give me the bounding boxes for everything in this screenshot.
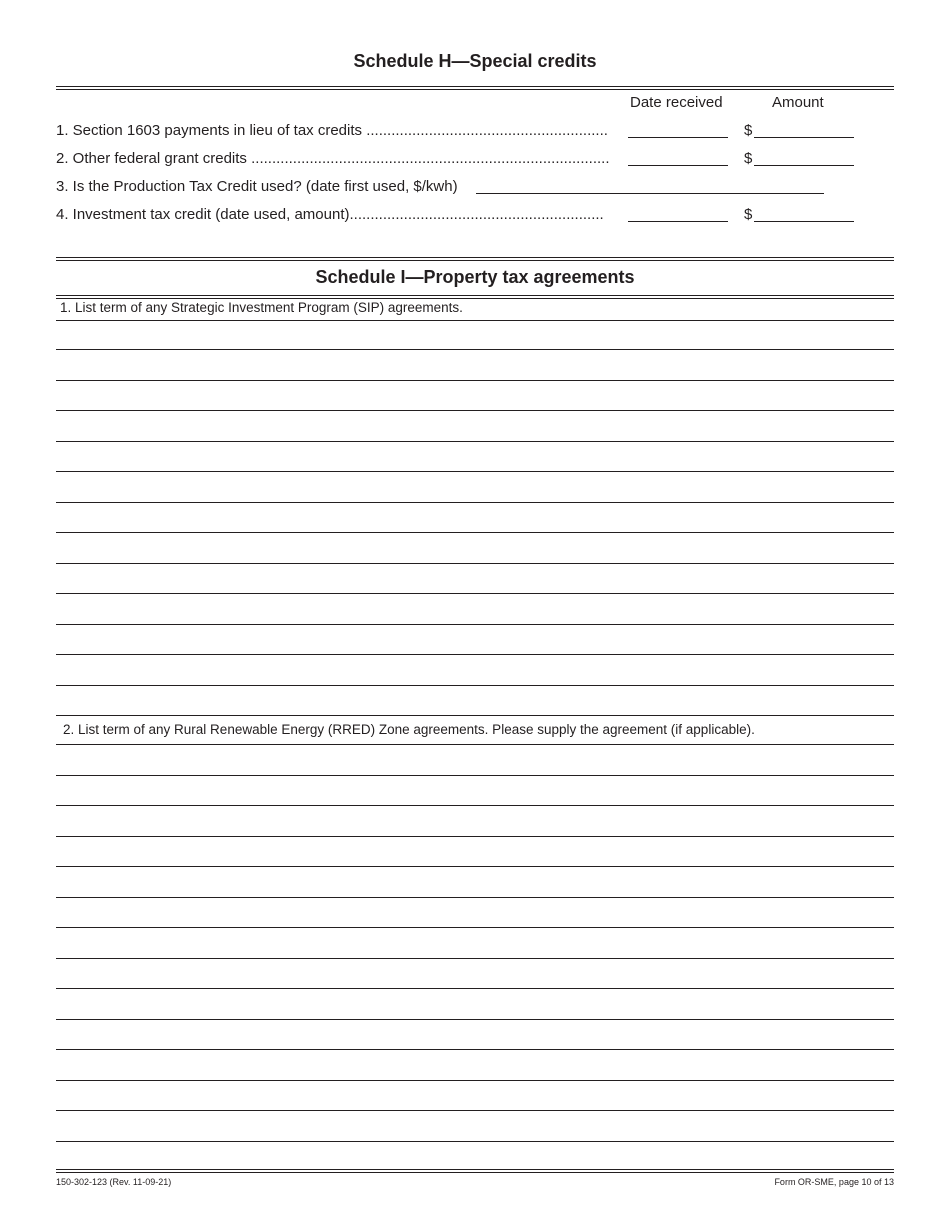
schedule-h-item-1 — [56, 122, 608, 139]
sip-answer-line-6[interactable] — [56, 502, 894, 503]
item-4-amount-field[interactable] — [754, 221, 854, 222]
item-4-dollar-sign: $ — [744, 206, 753, 223]
date-received-header: Date received — [630, 94, 723, 111]
sip-answer-line-8[interactable] — [56, 563, 894, 564]
sip-answer-line-13[interactable] — [56, 715, 894, 716]
item-3-label: 3. Is the Production Tax Credit used? (date first used, $/kwh) — [56, 178, 458, 195]
rred-answer-line-1[interactable] — [56, 744, 894, 745]
rred-answer-line-9[interactable] — [56, 988, 894, 989]
sip-answer-line-3[interactable] — [56, 410, 894, 411]
rred-answer-line-13[interactable] — [56, 1110, 894, 1111]
item-2-date-field[interactable] — [628, 165, 728, 166]
item-1-amount-field[interactable] — [754, 137, 854, 138]
item-2-leader: ...................................................................................... — [251, 150, 610, 167]
item-3-answer-field[interactable] — [476, 193, 824, 194]
rred-answer-line-7[interactable] — [56, 927, 894, 928]
item-4-label: 4. Investment tax credit (date used, amount) — [56, 206, 350, 223]
item-2-dollar-sign: $ — [744, 150, 753, 167]
item-1-leader: .......................................................... — [366, 122, 608, 139]
schedule-i-title-rule — [56, 295, 894, 299]
sip-answer-line-1[interactable] — [56, 349, 894, 350]
footer-rule — [56, 1169, 894, 1173]
sip-answer-line-12[interactable] — [56, 685, 894, 686]
item-2-amount-field[interactable] — [754, 165, 854, 166]
rred-answer-line-11[interactable] — [56, 1049, 894, 1050]
rred-answer-line-10[interactable] — [56, 1019, 894, 1020]
schedule-h-item-4 — [56, 206, 604, 223]
rred-answer-line-4[interactable] — [56, 836, 894, 837]
sip-answer-line-2[interactable] — [56, 380, 894, 381]
rred-answer-line-3[interactable] — [56, 805, 894, 806]
item-2-label: 2. Other federal grant credits — [56, 150, 252, 167]
item-4-date-field[interactable] — [628, 221, 728, 222]
item-1-label: 1. Section 1603 payments in lieu of tax credits — [56, 122, 367, 139]
sip-answer-line-7[interactable] — [56, 532, 894, 533]
rred-answer-line-2[interactable] — [56, 775, 894, 776]
schedule-h-item-2 — [56, 150, 610, 167]
rred-question: 2. List term of any Rural Renewable Energy (RRED) Zone agreements. Please supply the agreement (if applicable). — [63, 722, 755, 737]
rred-answer-line-8[interactable] — [56, 958, 894, 959]
schedule-h-title: Schedule H—Special credits — [353, 51, 597, 71]
rred-answer-line-12[interactable] — [56, 1080, 894, 1081]
form-revision-number: 150-302-123 (Rev. 11-09-21) — [56, 1177, 172, 1187]
sip-answer-line-10[interactable] — [56, 624, 894, 625]
form-page-number: Form OR-SME, page 10 of 13 — [774, 1177, 894, 1187]
rred-answer-line-5[interactable] — [56, 866, 894, 867]
schedule-h-item-3 — [56, 178, 458, 195]
item-1-dollar-sign: $ — [744, 122, 753, 139]
rred-answer-line-6[interactable] — [56, 897, 894, 898]
rred-answer-line-14[interactable] — [56, 1141, 894, 1142]
schedule-h-top-rule — [56, 86, 894, 90]
amount-header: Amount — [772, 94, 824, 111]
sip-answer-line-11[interactable] — [56, 654, 894, 655]
sip-question-underline — [56, 320, 894, 321]
item-1-date-field[interactable] — [628, 137, 728, 138]
item-4-leader: ............................................................. — [349, 206, 604, 223]
sip-answer-line-4[interactable] — [56, 441, 894, 442]
schedule-i-title: Schedule I—Property tax agreements — [315, 267, 635, 287]
sip-question: 1. List term of any Strategic Investment Program (SIP) agreements. — [60, 300, 463, 315]
schedule-i-top-rule — [56, 257, 894, 261]
sip-answer-line-5[interactable] — [56, 471, 894, 472]
sip-answer-line-9[interactable] — [56, 593, 894, 594]
